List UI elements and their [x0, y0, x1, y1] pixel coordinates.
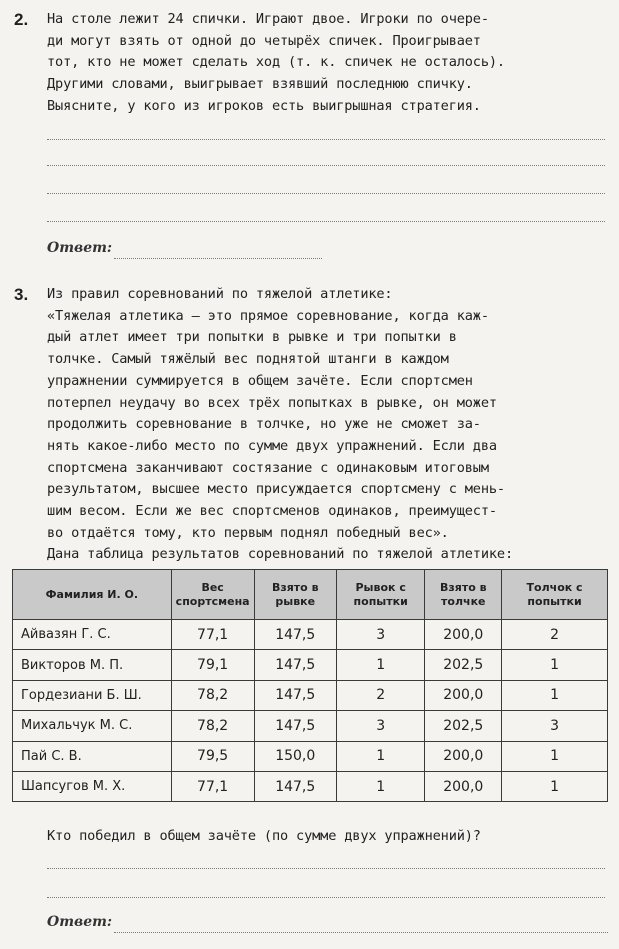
- cell-snatch-attempt: 1: [336, 650, 425, 680]
- task-2-answer-label: Ответ:: [47, 240, 113, 256]
- cell-clean-jerk: 200,0: [425, 680, 502, 710]
- header-clean-jerk: Взято в толчке: [425, 570, 502, 620]
- cell-snatch: 147,5: [254, 650, 336, 680]
- task-3-line: «Тяжелая атлетика — это прямое соревнование, когда каж-: [47, 307, 489, 324]
- cell-snatch: 147,5: [254, 711, 336, 741]
- cell-weight: 78,2: [171, 680, 254, 710]
- table-row: [13, 771, 608, 801]
- cell-clean-jerk-attempt: 1: [502, 680, 608, 710]
- cell-clean-jerk: 200,0: [425, 620, 502, 650]
- cell-snatch: 150,0: [254, 741, 336, 771]
- cell-snatch-attempt: 3: [336, 620, 425, 650]
- task-2-number: 2.: [14, 10, 29, 29]
- header-name: Фамилия И. О.: [13, 570, 172, 620]
- task-3-question-text: Кто победил в общем зачёте (по сумме двух упражнений)?: [47, 828, 481, 844]
- task-3-line: во отдаётся тому, кто первым поднял победный вес».: [47, 524, 449, 541]
- task-3-line: нять какое-либо место по сумме двух упражнений. Если два: [47, 437, 497, 454]
- task-3-answer-line[interactable]: [47, 897, 605, 898]
- cell-clean-jerk-attempt: 1: [502, 741, 608, 771]
- cell-name: Михальчук М. С.: [13, 711, 172, 741]
- cell-clean-jerk: 200,0: [425, 771, 502, 801]
- cell-name: Шапсугов М. Х.: [13, 771, 172, 801]
- task-3-answer-field[interactable]: [114, 932, 608, 933]
- cell-clean-jerk-attempt: 3: [502, 711, 608, 741]
- task-2-line: ди могут взять от одной до четырёх спичек. Проигрывает: [47, 32, 481, 49]
- cell-clean-jerk-attempt: 1: [502, 650, 608, 680]
- cell-snatch-attempt: 3: [336, 711, 425, 741]
- cell-snatch: 147,5: [254, 620, 336, 650]
- cell-clean-jerk: 202,5: [425, 650, 502, 680]
- task-3-text: [47, 284, 607, 566]
- results-table: [12, 569, 608, 802]
- header-clean-jerk-attempt: Толчок с попытки: [502, 570, 608, 620]
- task-3-line: результатом, высшее место присуждается спортсмену с мень-: [47, 481, 505, 498]
- cell-name: Гордезиани Б. Ш.: [13, 680, 172, 710]
- header-weight: Вес спортсмена: [171, 570, 254, 620]
- header-snatch-attempt: Рывок с попытки: [336, 570, 425, 620]
- task-2-line: Выясните, у кого из игроков есть выигрышная стратегия.: [47, 97, 481, 114]
- task-2-line: Другими словами, выигрывает взявший последнюю спичку.: [47, 76, 473, 93]
- table-header-row: [13, 570, 608, 620]
- cell-weight: 79,1: [171, 650, 254, 680]
- table-row: [13, 620, 608, 650]
- task-2-answer-line[interactable]: [47, 221, 605, 222]
- cell-clean-jerk: 202,5: [425, 711, 502, 741]
- task-3-line: толчке. Самый тяжёлый вес поднятой штанги в каждом: [47, 351, 449, 368]
- task-3-line: упражнении суммируется в общем зачёте. Если спортсмен: [47, 372, 473, 389]
- cell-snatch-attempt: 1: [336, 741, 425, 771]
- table-row: [13, 711, 608, 741]
- task-3-answer-line[interactable]: [47, 868, 605, 869]
- cell-weight: 79,5: [171, 741, 254, 771]
- task-2-line: тот, кто не может сделать ход (т. к. спичек не осталось).: [47, 54, 505, 71]
- task-2-line: На столе лежит 24 спички. Играют двое. Игроки по очере-: [47, 11, 489, 27]
- cell-name: Айвазян Г. С.: [13, 620, 172, 650]
- header-snatch: Взято в рывке: [254, 570, 336, 620]
- task-2-answer-line[interactable]: [47, 139, 605, 140]
- cell-snatch: 147,5: [254, 680, 336, 710]
- task-2-answer-field[interactable]: [114, 258, 322, 259]
- task-3-line: спортсмена заканчивают состязание с одинаковым итоговым: [47, 459, 489, 476]
- task-3-answer-label: Ответ:: [47, 914, 113, 930]
- task-2-text: [47, 9, 607, 118]
- cell-weight: 77,1: [171, 620, 254, 650]
- task-2-answer-line[interactable]: [47, 165, 605, 166]
- task-3-line: Дана таблица результатов соревнований по тяжелой атлетике:: [47, 546, 513, 563]
- task-3-line: потерпел неудачу во всех трёх попытках в рывке, он может: [47, 394, 497, 411]
- task-3-number: 3.: [14, 285, 29, 304]
- cell-clean-jerk: 200,0: [425, 741, 502, 771]
- cell-clean-jerk-attempt: 2: [502, 620, 608, 650]
- task-2-answer-line[interactable]: [47, 193, 605, 194]
- task-3-line: Из правил соревнований по тяжелой атлетике:: [47, 286, 393, 302]
- task-3-question: [47, 826, 607, 848]
- table-row: [13, 680, 608, 710]
- cell-snatch-attempt: 1: [336, 771, 425, 801]
- table-row: [13, 650, 608, 680]
- cell-weight: 78,2: [171, 711, 254, 741]
- task-3-line: дый атлет имеет три попытки в рывке и три попытки в: [47, 329, 457, 346]
- cell-snatch-attempt: 2: [336, 680, 425, 710]
- task-3-line: продолжить соревнование в толчке, но уже не сможет за-: [47, 416, 481, 433]
- table-row: [13, 741, 608, 771]
- cell-weight: 77,1: [171, 771, 254, 801]
- task-3-line: шим весом. Если же вес спортсменов одинаков, преимущест-: [47, 503, 497, 520]
- cell-clean-jerk-attempt: 1: [502, 771, 608, 801]
- cell-snatch: 147,5: [254, 771, 336, 801]
- cell-name: Пай С. В.: [13, 741, 172, 771]
- cell-name: Викторов М. П.: [13, 650, 172, 680]
